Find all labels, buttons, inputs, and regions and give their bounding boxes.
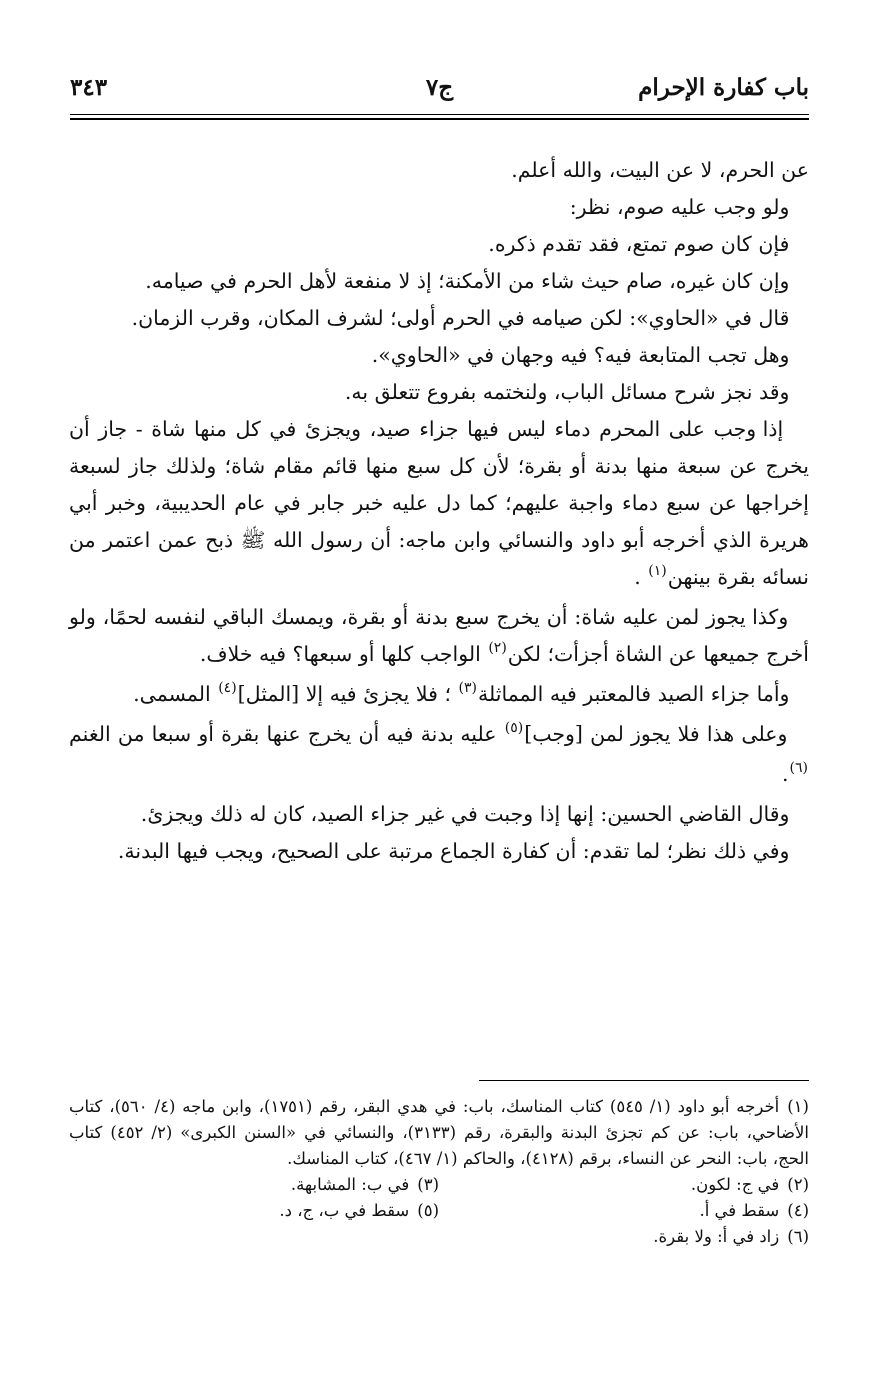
footnote-number: (٣): [417, 1175, 439, 1194]
footnote-4: [439, 1198, 809, 1224]
footnote-1: [69, 1094, 809, 1172]
paragraph: ولو وجب عليه صوم، نظر:: [569, 195, 790, 219]
footnote-text: أخرجه أبو داود (١/ ٥٤٥) كتاب المناسك، باب: في هدي البقر، رقم (١٧٥١)، وابن ماجه (٤/ ٥٦٠)، كتاب الأضاحي، باب: عن كم تجزئ البدنة والبقرة، رقم (٣١٣٣)، والنسائي في «السنن الكبرى» (٢/ ٤٥٢) كتاب الحج، باب: النحر عن النساء، برقم (٤١٢٨)، والحاكم (١/ ٤٦٧)، كتاب المناسك.: [69, 1097, 809, 1168]
footnote-3: [69, 1172, 439, 1198]
paragraph: وفي ذلك نظر؛ لما تقدم: أن كفارة الجماع مرتبة على الصحيح، ويجب فيها البدنة.: [117, 839, 790, 863]
footnote-mark: (٦): [789, 760, 808, 776]
footnote-number: (٥): [417, 1201, 439, 1220]
footnote-mark: (٥): [504, 720, 524, 736]
paragraph: وكذا يجوز لمن عليه شاة: أن يخرج سبع بدنة أو بقرة، ويمسك الباقي لنفسه لحمًا، ولو أخرج جميعها عن الشاة أجزأت؛ لكن(٢) الواجب كلها أو سبعها؟ فيه خلاف.: [69, 605, 809, 666]
paragraph: وقد نجز شرح مسائل الباب، ولنختمه بفروع تتعلق به.: [344, 380, 790, 404]
paragraph: قال في «الحاوي»: لكن صيامه في الحرم أولى؛ لشرف المكان، وقرب الزمان.: [131, 306, 790, 330]
volume-label: ج٧: [425, 74, 454, 101]
footnote-number: (١): [787, 1097, 809, 1116]
paragraph: وهل تجب المتابعة فيه؟ فيه وجهان في «الحاوي».: [371, 343, 790, 367]
footnote-separator: [479, 1080, 809, 1081]
paragraph: وعلى هذا فلا يجوز لمن [وجب](٥) عليه بدنة فيه أن يخرج عنها بقرة أو سبعا من الغنم(٦).: [69, 716, 809, 796]
running-header: [70, 66, 809, 110]
footnotes: [69, 1094, 809, 1250]
paragraph: عن الحرم، لا عن البيت، والله أعلم.: [511, 158, 809, 182]
footnote-mark: (٣): [458, 680, 477, 696]
footnote-mark: (١): [648, 563, 667, 579]
paragraph: إذا وجب على المحرم دماء ليس فيها جزاء صيد، ويجزئ في كل منها شاة - جاز أن يخرج عن سبعة منها بدنة أو بقرة؛ لأن كل سبع منها قائم مقام شاة؛ ولذلك جاز لسبعة إخراجها عن سبع دماء واجبة عليهم؛ كما دل عليه خبر جابر في عام الحديبية، وخبر أبي هريرة الذي أخرجه أبو داود والنسائي وابن ماجه: أن رسول الله ﷺ ذبح عمن اعتمر من نسائه بقرة بينهن(١) .: [69, 417, 809, 589]
footnote-text: في ج: لكون.: [690, 1175, 780, 1194]
paragraph: وأما جزاء الصيد فالمعتبر فيه المماثلة(٣) ؛ فلا يجزئ فيه إلا [المثل](٤) المسمى.: [69, 676, 809, 716]
footnote-mark: (٢): [488, 640, 507, 656]
footnote-text: في ب: المشابهة.: [290, 1175, 410, 1194]
paragraph: وإن كان غيره، صام حيث شاء من الأمكنة؛ إذ لا منفعة لأهل الحرم في صيامه.: [145, 269, 790, 293]
footnote-5: [69, 1198, 439, 1224]
header-rule-thick: [70, 118, 809, 120]
header-rule-thin: [70, 114, 809, 115]
footnote-number: (٤): [787, 1201, 809, 1220]
footnote-mark: (٤): [218, 680, 237, 696]
chapter-title: باب كفارة الإحرام: [638, 74, 809, 101]
footnote-text: سقط في ب، ج، د.: [279, 1201, 410, 1220]
footnote-text: سقط في أ.: [699, 1201, 780, 1220]
page-number: ٣٤٣: [70, 74, 108, 101]
footnote-row: [69, 1198, 809, 1224]
footnote-text: زاد في أ: ولا بقرة.: [653, 1227, 780, 1246]
footnote-number: (٦): [787, 1227, 809, 1246]
paragraph: وقال القاضي الحسين: إنها إذا وجبت في غير جزاء الصيد، كان له ذلك ويجزئ.: [140, 802, 790, 826]
footnote-6: [69, 1224, 809, 1250]
main-text: [69, 152, 809, 870]
footnote-number: (٢): [787, 1175, 809, 1194]
footnote-2: [439, 1172, 809, 1198]
paragraph: فإن كان صوم تمتع، فقد تقدم ذكره.: [488, 232, 790, 256]
footnote-row: [69, 1172, 809, 1198]
